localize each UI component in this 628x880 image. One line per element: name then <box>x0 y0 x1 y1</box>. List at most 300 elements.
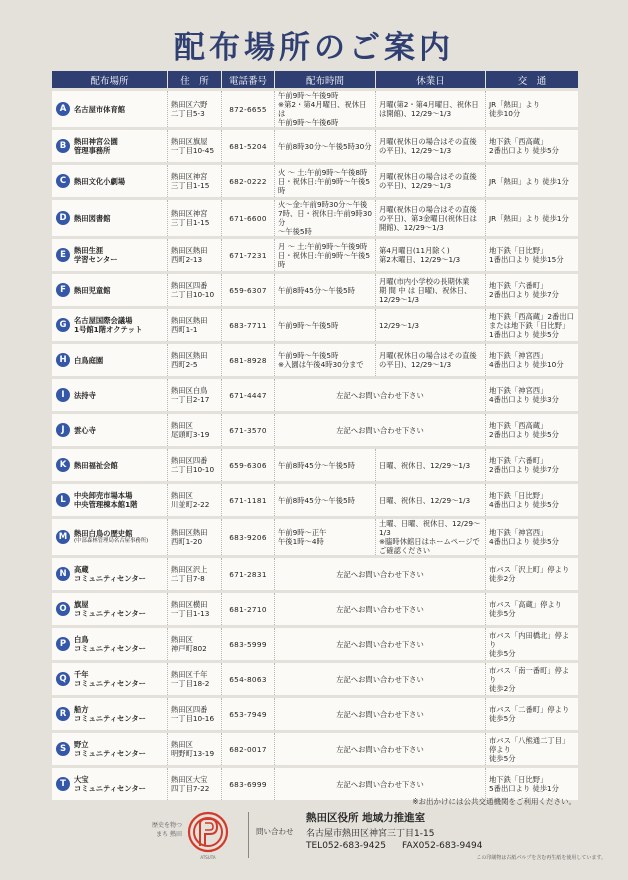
address-cell <box>167 274 221 306</box>
location-letter-badge: O <box>56 602 70 616</box>
location-name-cell <box>52 344 167 376</box>
closed-cell <box>375 484 485 516</box>
phone-cell-text: 682-0017 <box>229 744 267 754</box>
location-name-cell <box>52 309 167 341</box>
access-cell <box>485 663 578 695</box>
access-cell <box>485 733 578 765</box>
phone-cell-text: 671-3570 <box>229 425 267 435</box>
phone-cell <box>221 484 274 516</box>
location-name: 野立 コミュニティセンター <box>74 740 146 758</box>
location-letter-badge: N <box>56 567 70 581</box>
address-cell-text: 熱田区 明野町13-19 <box>171 740 215 758</box>
hours-cell-text: 午前8時30分～午後5時30分 <box>278 141 372 151</box>
closed-cell <box>375 519 485 555</box>
closed-cell <box>375 239 485 271</box>
phone-cell <box>221 449 274 481</box>
location-name-wrap <box>74 286 110 295</box>
location-letter-badge: C <box>56 174 70 188</box>
address-cell <box>167 628 221 660</box>
closed-cell <box>375 274 485 306</box>
address-cell-text: 熱田区熱田 西町1-20 <box>171 528 208 546</box>
access-cell <box>485 200 578 236</box>
phone-cell-text: 683-7711 <box>229 320 267 330</box>
access-cell <box>485 628 578 660</box>
access-cell-text: 市バス「二番町」停より 徒歩5分 <box>489 705 570 723</box>
address-cell <box>167 344 221 376</box>
location-letter-badge: G <box>56 318 70 332</box>
table-row <box>52 344 578 376</box>
closed-cell-text: 月曜(祝休日の場合はその直後 の平日)、12/29～1/3 <box>379 137 477 155</box>
access-cell-text: 地下鉄「日比野」 1番出口より 徒歩15分 <box>489 246 564 264</box>
closed-cell <box>375 200 485 236</box>
closed-cell-text: 月曜(祝休日の場合はその直後 の平日)、第3金曜日(祝休日は 開館)、12/29～1/3 <box>379 204 477 232</box>
address-cell <box>167 91 221 127</box>
location-name-cell <box>52 200 167 236</box>
address-cell-text: 熱田区白鳥 一丁目2-17 <box>171 386 210 404</box>
address-cell-text: 熱田区六野 二丁目5-3 <box>171 100 208 118</box>
location-name: 千年 コミュニティセンター <box>74 670 146 688</box>
location-name-wrap <box>74 600 146 618</box>
access-cell-text: 市バス「沢上町」停より 徒歩2分 <box>489 565 570 583</box>
header-closed: 休業日 <box>375 71 485 88</box>
location-name-wrap <box>74 137 118 155</box>
access-cell <box>485 379 578 411</box>
phone-cell <box>221 628 274 660</box>
location-name-cell <box>52 519 167 555</box>
footer <box>0 808 628 866</box>
location-letter-badge: B <box>56 139 70 153</box>
hours-inquiry-cell-text: 左記へお問い合わせ下さい <box>336 744 424 754</box>
address-cell <box>167 663 221 695</box>
address-cell <box>167 484 221 516</box>
location-name-sub: (中部森林管理局名古屋事務所) <box>74 538 149 544</box>
location-name-cell <box>52 239 167 271</box>
location-name-cell <box>52 698 167 730</box>
location-letter-badge: P <box>56 637 70 651</box>
location-name: 熱田児童館 <box>74 285 111 295</box>
phone-cell <box>221 165 274 197</box>
hours-inquiry-cell <box>274 558 485 590</box>
location-letter-badge: L <box>56 493 70 507</box>
access-cell-text: 地下鉄「日比野」 4番出口より 徒歩5分 <box>489 491 559 509</box>
closed-cell-text: 土曜、日曜、祝休日、12/29～1/3 ※臨時休館日はホームページで ご確認ください <box>379 519 481 555</box>
phone-cell <box>221 558 274 590</box>
hours-inquiry-cell <box>274 733 485 765</box>
phone-cell <box>221 519 274 555</box>
office-address: 名古屋市熱田区神宮三丁目1-15 <box>306 829 435 839</box>
location-name: 名古屋国際会議場 1号館1階オクテット <box>74 316 143 334</box>
table-row <box>52 663 578 695</box>
phone-cell-text: 671-1181 <box>229 495 267 505</box>
location-name-cell <box>52 663 167 695</box>
table-row <box>52 449 578 481</box>
location-name-cell <box>52 628 167 660</box>
phone-cell <box>221 130 274 162</box>
address-cell-text: 熱田区神宮 三丁目1-15 <box>171 209 210 227</box>
hours-cell <box>274 484 375 516</box>
phone-cell <box>221 768 274 800</box>
table-row <box>52 309 578 341</box>
hours-cell-text: 火 ～ 土:午前9時～午後8時 日・祝休日:午前9時～午後5時 <box>278 167 371 195</box>
hours-inquiry-cell-text: 左記へお問い合わせ下さい <box>336 390 424 400</box>
phone-cell-text: 683-6999 <box>229 779 267 789</box>
phone-cell-text: 659-6307 <box>229 285 267 295</box>
access-cell-text: 市バス「高蔵」停より 徒歩5分 <box>489 600 562 618</box>
table-row <box>52 593 578 625</box>
table-row <box>52 733 578 765</box>
address-cell-text: 熱田区旗屋 一丁目10-45 <box>171 137 215 155</box>
address-cell-text: 熱田区沢上 二丁目7-8 <box>171 565 208 583</box>
access-cell <box>485 309 578 341</box>
location-name: 雲心寺 <box>74 425 96 435</box>
location-name-wrap <box>74 214 110 223</box>
office-fax: FAX052-683-9494 <box>402 841 483 851</box>
closed-cell-text: 月曜(第2・第4月曜日、祝休日 は開館)、12/29～1/3 <box>379 100 479 118</box>
location-name-wrap <box>74 426 96 435</box>
address-cell <box>167 768 221 800</box>
access-cell-text: 市バス「南一番町」停より 徒歩2分 <box>489 665 570 693</box>
access-cell-text: 市バス「内田橋北」停より 徒歩5分 <box>489 630 570 658</box>
phone-cell-text: 671-4447 <box>229 390 267 400</box>
phone-cell-text: 872-6655 <box>229 104 267 114</box>
hours-cell <box>274 239 375 271</box>
location-name-cell <box>52 274 167 306</box>
phone-cell-text: 671-2831 <box>229 569 267 579</box>
location-name: 熱田神宮公園 管理事務所 <box>74 137 118 155</box>
location-name-cell <box>52 558 167 590</box>
location-name-wrap <box>74 635 146 653</box>
location-name: 中央卸売市場本場 中央管理棟本館1階 <box>74 491 138 509</box>
address-cell <box>167 519 221 555</box>
access-cell <box>485 414 578 446</box>
address-cell-text: 熱田区熱田 西町2-13 <box>171 246 208 264</box>
address-cell-text: 熱田区横田 一丁目1-13 <box>171 600 210 618</box>
table-row <box>52 165 578 197</box>
location-letter-badge: E <box>56 248 70 262</box>
access-cell <box>485 519 578 555</box>
location-name-wrap <box>74 105 125 114</box>
address-cell <box>167 733 221 765</box>
location-name-wrap <box>74 391 96 400</box>
closed-cell <box>375 165 485 197</box>
access-cell <box>485 344 578 376</box>
phone-cell <box>221 274 274 306</box>
hours-inquiry-cell-text: 左記へお問い合わせ下さい <box>336 569 424 579</box>
table-row <box>52 628 578 660</box>
location-name-cell <box>52 733 167 765</box>
location-name-wrap <box>74 461 118 470</box>
address-cell-text: 熱田区四番 二丁目10-10 <box>171 456 215 474</box>
location-name: 名古屋市体育館 <box>74 104 126 114</box>
access-cell-text: 地下鉄「日比野」 5番出口より 徒歩1分 <box>489 775 559 793</box>
table-row <box>52 239 578 271</box>
hours-inquiry-cell <box>274 698 485 730</box>
phone-cell-text: 654-8063 <box>229 674 267 684</box>
address-cell <box>167 379 221 411</box>
table-row <box>52 200 578 236</box>
hours-cell-text: 火～金:午前9時30分～午後 7時、日・祝休日:午前9時30分 ～午後5時 <box>278 200 372 236</box>
logo-text: 歴史を物つまち 熱田 <box>151 822 182 838</box>
location-name: 熱田生涯 学習センター <box>74 246 118 264</box>
access-cell-text: 地下鉄「六番町」 2番出口より 徒歩7分 <box>489 281 559 299</box>
hours-cell <box>274 309 375 341</box>
access-cell-text: 地下鉄「神宮西」 4番出口より 徒歩3分 <box>489 386 559 404</box>
hours-cell <box>274 91 375 127</box>
access-cell-text: JR「熱田」より 徒歩1分 <box>489 213 569 223</box>
table-row <box>52 558 578 590</box>
hours-inquiry-cell-text: 左記へお問い合わせ下さい <box>336 674 424 684</box>
access-cell <box>485 130 578 162</box>
location-letter-badge: H <box>56 353 70 367</box>
hours-cell-text: 午前9時～正午 午後1時～4時 <box>278 528 327 546</box>
address-cell <box>167 165 221 197</box>
location-name: 高蔵 コミュニティセンター <box>74 565 146 583</box>
address-cell <box>167 239 221 271</box>
address-cell <box>167 130 221 162</box>
access-cell-text: 地下鉄「西高蔵」 2番出口より 徒歩5分 <box>489 421 559 439</box>
hours-cell-text: 午前8時45分～午後5時 <box>278 495 355 505</box>
phone-cell <box>221 663 274 695</box>
logo-sub: ATSUTA <box>200 855 216 860</box>
access-cell <box>485 698 578 730</box>
location-letter-badge: A <box>56 102 70 116</box>
location-name-cell <box>52 130 167 162</box>
location-name-wrap <box>74 565 146 583</box>
location-name-wrap <box>74 316 142 334</box>
access-cell <box>485 593 578 625</box>
hours-cell <box>274 165 375 197</box>
table-row <box>52 379 578 411</box>
table-row <box>52 414 578 446</box>
location-name: 船方 コミュニティセンター <box>74 705 146 723</box>
phone-cell-text: 683-5999 <box>229 639 267 649</box>
phone-cell-text: 659-6306 <box>229 460 267 470</box>
closed-cell-text: 日曜、祝休日、12/29～1/3 <box>379 460 471 470</box>
hours-inquiry-cell <box>274 593 485 625</box>
location-name-cell <box>52 593 167 625</box>
hours-cell-text: 午前8時45分～午後5時 <box>278 285 355 295</box>
closed-cell <box>375 344 485 376</box>
address-cell <box>167 558 221 590</box>
hours-cell <box>274 200 375 236</box>
office-tel: TEL052-683-9425 <box>306 841 386 851</box>
access-cell-text: 地下鉄「西高蔵」2番出口 または地下鉄「日比野」 1番出口より 徒歩5分 <box>489 311 574 339</box>
hours-cell-text: 午前8時45分～午後5時 <box>278 460 355 470</box>
closed-cell <box>375 309 485 341</box>
address-cell <box>167 593 221 625</box>
location-name-cell <box>52 165 167 197</box>
access-cell-text: 地下鉄「神宮西」 4番出口より 徒歩5分 <box>489 528 559 546</box>
phone-cell <box>221 91 274 127</box>
closed-cell-text: 日曜、祝休日、12/29～1/3 <box>379 495 471 505</box>
phone-cell-text: 681-8928 <box>229 355 267 365</box>
header-address: 住 所 <box>167 71 221 88</box>
closed-cell-text: 第4月曜日(11月除く) 第2木曜日、12/29～1/3 <box>379 246 461 264</box>
address-cell-text: 熱田区四番 二丁目10-10 <box>171 281 215 299</box>
location-name-wrap <box>74 670 146 688</box>
location-name: 熱田図書館 <box>74 213 111 223</box>
closed-cell <box>375 91 485 127</box>
header-access: 交 通 <box>485 71 578 88</box>
location-name-cell <box>52 414 167 446</box>
distribution-table <box>52 68 578 803</box>
access-cell <box>485 165 578 197</box>
location-letter-badge: J <box>56 423 70 437</box>
hours-inquiry-cell-text: 左記へお問い合わせ下さい <box>336 709 424 719</box>
address-cell-text: 熱田区熱田 西町1-1 <box>171 316 208 334</box>
location-letter-badge: K <box>56 458 70 472</box>
address-cell-text: 熱田区千年 一丁目18-2 <box>171 670 210 688</box>
access-cell <box>485 484 578 516</box>
office-name: 熱田区役所 地域力推進室 <box>306 812 426 824</box>
phone-cell <box>221 698 274 730</box>
location-name-cell <box>52 379 167 411</box>
location-name-cell <box>52 91 167 127</box>
access-cell <box>485 449 578 481</box>
address-cell <box>167 449 221 481</box>
phone-cell-text: 671-6600 <box>229 213 267 223</box>
contact-label: 問い合わせ <box>256 827 294 836</box>
location-name-wrap <box>74 491 137 509</box>
location-name: 白鳥 コミュニティセンター <box>74 635 146 653</box>
access-cell <box>485 91 578 127</box>
hours-cell-text: 午前9時～午後5時 ※入園は午後4時30分まで <box>278 351 364 369</box>
location-name: 熱田福祉会館 <box>74 460 118 470</box>
hours-cell-text: 月 ～ 土:午前9時～午後9時 日・祝休日:午前9時～午後5時 <box>278 241 371 269</box>
hours-inquiry-cell-text: 左記へお問い合わせ下さい <box>336 425 424 435</box>
access-cell-text: 市バス「八熊通二丁目」停より 徒歩5分 <box>489 735 570 763</box>
access-cell-text: 地下鉄「西高蔵」 2番出口より 徒歩5分 <box>489 137 559 155</box>
hours-inquiry-cell-text: 左記へお問い合わせ下さい <box>336 604 424 614</box>
hours-inquiry-cell <box>274 628 485 660</box>
atsuta-logo-icon <box>186 810 230 854</box>
access-cell <box>485 274 578 306</box>
location-name: 熱田文化小劇場 <box>74 176 126 186</box>
location-name: 旗屋 コミュニティセンター <box>74 600 146 618</box>
table-row <box>52 519 578 555</box>
location-letter-badge: I <box>56 388 70 402</box>
location-name-wrap <box>74 356 103 365</box>
address-cell-text: 熱田区 尾頭町3-19 <box>171 421 210 439</box>
phone-cell-text: 653-7949 <box>229 709 267 719</box>
header-location: 配布場所 <box>52 71 167 88</box>
location-name: 法持寺 <box>74 390 96 400</box>
location-letter-badge: S <box>56 742 70 756</box>
address-cell-text: 熱田区四番 一丁目10-16 <box>171 705 215 723</box>
table-row <box>52 484 578 516</box>
phone-cell <box>221 414 274 446</box>
location-name: 熱田白鳥の歴史館 <box>74 529 133 538</box>
location-name-cell <box>52 484 167 516</box>
location-name: 大宝 コミュニティセンター <box>74 775 146 793</box>
hours-inquiry-cell <box>274 379 485 411</box>
access-cell-text: JR「熱田」より 徒歩10分 <box>489 100 541 118</box>
location-name: 白鳥庭園 <box>74 355 104 365</box>
contact-divider <box>248 812 249 858</box>
phone-cell-text: 683-9206 <box>229 532 267 542</box>
location-name-wrap <box>74 775 146 793</box>
header-hours: 配布時間 <box>274 71 375 88</box>
location-letter-badge: M <box>56 530 70 544</box>
closed-cell-text: 月曜(市内小学校の長期休業 期 間 中 は 日曜)、祝休日、 12/29～1/3 <box>379 276 472 304</box>
location-name-cell <box>52 768 167 800</box>
footnote: ※お出かけには公共交通機関をご利用ください。 <box>412 797 576 806</box>
address-cell-text: 熱田区神宮 三丁目1-15 <box>171 172 210 190</box>
hours-cell-text: 午前9時～午後9時 ※第2・第4月曜日、祝休日は 午前9時～午後6時 <box>278 91 367 127</box>
location-letter-badge: D <box>56 211 70 225</box>
address-cell <box>167 698 221 730</box>
location-name-wrap <box>74 740 146 758</box>
access-cell-text: 地下鉄「六番町」 2番出口より 徒歩7分 <box>489 456 559 474</box>
location-letter-badge: Q <box>56 672 70 686</box>
table-row <box>52 698 578 730</box>
address-cell-text: 熱田区 川並町2-22 <box>171 491 210 509</box>
hours-cell-text: 午前9時～午後5時 <box>278 320 339 330</box>
closed-cell-text: 月曜(祝休日の場合はその直後 の平日)、12/29～1/3 <box>379 172 477 190</box>
location-name-cell <box>52 449 167 481</box>
access-cell <box>485 558 578 590</box>
page-title: 配布場所のご案内 <box>174 30 454 66</box>
table-row <box>52 91 578 127</box>
location-name-wrap <box>74 529 148 545</box>
phone-cell <box>221 593 274 625</box>
header-phone: 電話番号 <box>221 71 274 88</box>
location-letter-badge: T <box>56 777 70 791</box>
hours-cell <box>274 130 375 162</box>
phone-cell <box>221 309 274 341</box>
hours-cell <box>274 344 375 376</box>
location-letter-badge: F <box>56 283 70 297</box>
paper-note: この印刷物は古紙パルプを含む再生紙を使用しています。 <box>476 855 606 861</box>
location-name-wrap <box>74 705 146 723</box>
hours-cell <box>274 519 375 555</box>
address-cell <box>167 200 221 236</box>
hours-cell <box>274 274 375 306</box>
address-cell <box>167 414 221 446</box>
phone-cell <box>221 239 274 271</box>
phone-cell-text: 681-5204 <box>229 141 267 151</box>
table-header-row <box>52 71 578 88</box>
closed-cell-text: 月曜(祝休日の場合はその直後 の平日)、12/29～1/3 <box>379 351 477 369</box>
address-cell-text: 熱田区 神戸町802 <box>171 635 207 653</box>
hours-inquiry-cell-text: 左記へお問い合わせ下さい <box>336 779 424 789</box>
table-row <box>52 130 578 162</box>
phone-cell-text: 682-0222 <box>229 176 267 186</box>
closed-cell-text: 12/29～1/3 <box>379 320 420 330</box>
phone-cell <box>221 344 274 376</box>
hours-cell <box>274 449 375 481</box>
phone-cell <box>221 733 274 765</box>
table-row <box>52 274 578 306</box>
closed-cell <box>375 130 485 162</box>
hours-inquiry-cell <box>274 663 485 695</box>
closed-cell <box>375 449 485 481</box>
access-cell <box>485 239 578 271</box>
address-cell-text: 熱田区熱田 西町2-5 <box>171 351 208 369</box>
phone-cell <box>221 200 274 236</box>
phone-cell-text: 671-7231 <box>229 250 267 260</box>
access-cell-text: 地下鉄「神宮西」 4番出口より 徒歩10分 <box>489 351 564 369</box>
hours-inquiry-cell-text: 左記へお問い合わせ下さい <box>336 639 424 649</box>
table-body <box>52 91 578 800</box>
location-name-wrap <box>74 246 118 264</box>
address-cell-text: 熱田区大宝 四丁目7-22 <box>171 775 210 793</box>
phone-cell-text: 681-2710 <box>229 604 267 614</box>
location-name-wrap <box>74 177 125 186</box>
phone-cell <box>221 379 274 411</box>
hours-inquiry-cell <box>274 414 485 446</box>
location-letter-badge: R <box>56 707 70 721</box>
